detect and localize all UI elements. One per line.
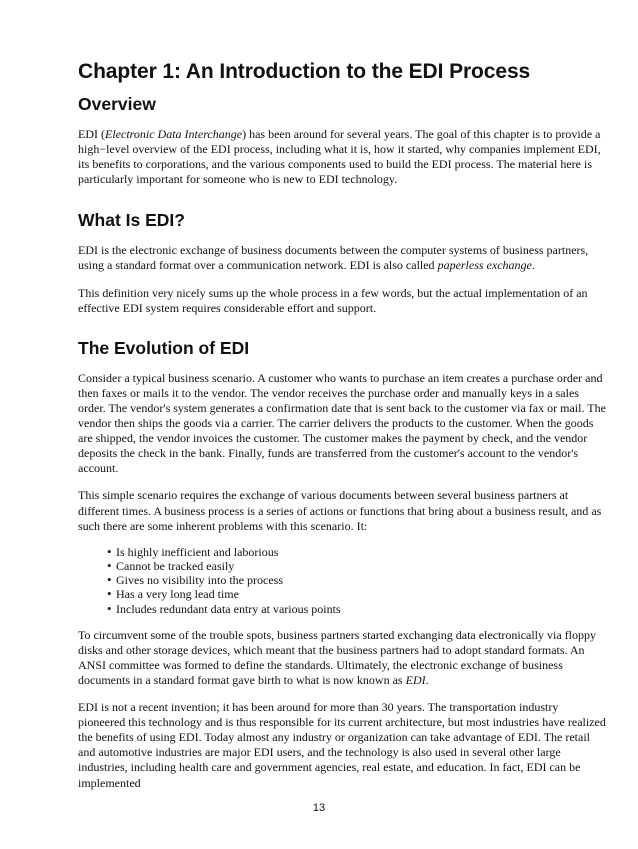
page-number: 13	[312, 802, 326, 814]
definition-emphasis: paperless exchange	[437, 258, 532, 273]
overview-text-end: ) has been around for several years. The goal of this chapter is to provide a high−level overview of the EDI process, including what it is, how it started, why companies implement EDI, its benefits to corporations, and the various components used to build the EDI process. The material here is particularly important for someone who is new to EDI technology.	[78, 127, 601, 187]
chapter-title: Chapter 1: An Introduction to the EDI Process	[78, 60, 531, 83]
definition-text-start: EDI is the electronic exchange of business documents between the computer systems of business partners, using a standard format over a communication network. EDI is also called	[78, 243, 589, 273]
what-is-edi-heading: What Is EDI?	[78, 210, 185, 231]
list-item: • Cannot be tracked easily	[107, 559, 608, 573]
document-page	[78, 58, 608, 791]
evolution-paragraph-3	[78, 628, 608, 688]
what-is-edi-paragraph-2: This definition very nicely sums up the whole process in a few words, but the actual implementation of an effective EDI system requires considerable effort and support.	[78, 285, 588, 315]
evolution-paragraph-4: EDI is not a recent invention; it has been around for more than 30 years. The transportation industry pioneered this technology and is thus responsible for its current architecture, but most industries have realized the benefits of using EDI. Today almost any industry or organization can take advantage of EDI. The retail and automotive industries are major EDI users, and the technology is also used in several other large industries, including health care and government agencies, real estate, and education. In fact, EDI can be implemented	[78, 700, 606, 790]
ansi-text-start: To circumvent some of the trouble spots, business partners started exchanging data electronically via floppy disks and other storage devices, which meant that the business partners had to adopt standard formats. An ANSI committee was formed to define the standards. Ultimately, the electronic exchange of business documents in a standard format gave birth to what is now known as	[78, 627, 597, 687]
overview-heading: Overview	[78, 94, 156, 114]
overview-emphasis: Electronic Data Interchange	[105, 127, 243, 141]
edi-emphasis: EDI	[405, 672, 426, 687]
list-item: • Gives no visibility into the process	[107, 573, 608, 587]
problem-list	[78, 545, 608, 616]
definition-text-end: .	[531, 258, 535, 273]
evolution-heading: The Evolution of EDI	[78, 337, 250, 358]
evolution-paragraph-1: Consider a typical business scenario. A customer who wants to purchase an item creates a purchase order and then faxes or mails it to the vendor. The vendor receives the purchase order and manually keys in a sales order. The vendor's system generates a confirmation date that is sent back to the customer via fax or mail. The vendor then ships the goods via a carrier. The carrier delivers the products to the customer. When the goods are shipped, the vendor invoices the customer. The customer makes the payment by check, and the vendor deposits the check in the bank. Finally, funds are transferred from the customer's account to the vendor's account.	[78, 370, 606, 476]
evolution-paragraph-2: This simple scenario requires the exchange of various documents between several business partners at different times. A business process is a series of actions or functions that bring about a business result, and as such there are some inherent problems with this scenario. It:	[78, 488, 602, 533]
what-is-edi-paragraph-1	[78, 243, 608, 273]
list-item: • Includes redundant data entry at various points	[107, 602, 608, 616]
overview-text-start: EDI (	[78, 127, 105, 141]
list-item: • Is highly inefficient and laborious	[107, 545, 608, 559]
overview-paragraph	[78, 127, 608, 187]
list-item: • Has a very long lead time	[107, 587, 608, 601]
ansi-text-end: .	[425, 672, 429, 687]
